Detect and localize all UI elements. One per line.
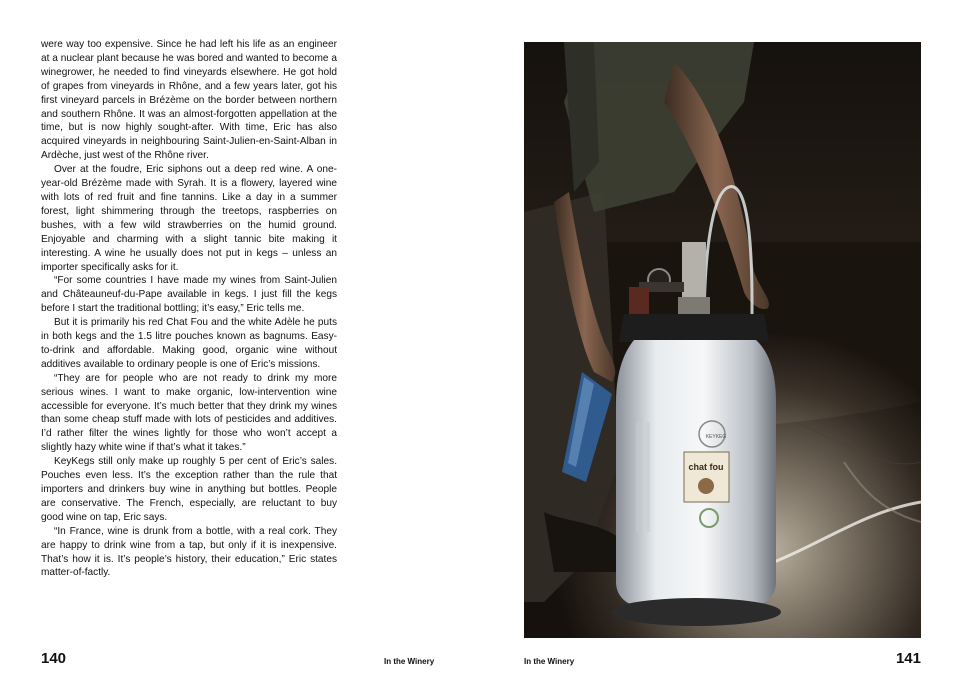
paragraph: But it is primarily his red Chat Fou and the white Adèle he puts in both kegs and the 1.5 litre pouches known as bagnums. Easy-to-drink and affordable. Making good, organic wine without additives available to ordinary people is one of Eric’s missions. <box>41 317 337 370</box>
left-page <box>0 0 481 694</box>
paragraph: were way too expensive. Since he had left his life as an engineer at a nuclear plant because he was bored and wanted to become a winegrower, he needed to find vineyards elsewhere. He got hold of grapes from vineyards in Rhône, and a few years later, got his first vineyard parcels in Brézème on the border between northern and southern Rhône. It was an almost-forgotten appellation at the time, but is now highly sought-after. With time, Eric has also acquired vineyards in neighbouring Saint-Julien-en-Saint-Alban in Ardèche, just west of the Rhône river. <box>41 39 337 162</box>
body-text <box>41 38 337 580</box>
page-number-right: 141 <box>895 650 921 667</box>
running-head-right: In the Winery <box>524 657 575 666</box>
paragraph: “They are for people who are not ready to drink my more serious wines. I want to make organic, low-intervention wine accessible for everyone. It’s much better that they drink my wines than some cheap stuff made with lots of pesticides and additives. I’d rather filter the wines lightly for those who won’t accept a slightly hazy white wine if that’s what it takes.” <box>41 372 337 454</box>
page-number-left: 140 <box>41 650 67 667</box>
paragraph: KeyKegs still only make up roughly 5 per cent of Eric’s sales. Pouches even less. It’s the exception rather than the rule that importers and drinkers buy wine in anything but bottles. People are conservative. The French, especially, are reluctant to buy good wine on tap, Eric says. <box>41 456 337 523</box>
keg-photo <box>524 42 921 638</box>
paragraph: “In France, wine is drunk from a bottle, with a real cork. They are happy to drink wine from a tap, but only if it is inexpensive. That’s how it is. It’s people’s history, their education,” Eric states matter-of-factly. <box>41 525 337 579</box>
keg-brand-text: KEYKEG <box>705 434 727 440</box>
running-head-left: In the Winery <box>384 657 435 666</box>
keg-label-text: chat fou <box>688 462 724 472</box>
paragraph: Over at the foudre, Eric siphons out a deep red wine. A one-year-old Brézème made with Syrah. It is a flowery, layered wine with lots of red fruit and fine tannins. Like a day in a summer forest, light shimmering through the treetops, raspberries on bushes, with a few wild strawberries on the humid ground. Enjoyable and charming with a slight tannic bite making it interesting. A wine he usually does not put in kegs – unless an importer specifically asks for it. <box>41 164 337 273</box>
right-page <box>481 0 963 694</box>
paragraph: “For some countries I have made my wines from Saint-Julien and Châteauneuf-du-Pape available in kegs. I just fill the kegs before I start the traditional bottling; it’s easy,” Eric tells me. <box>41 275 337 315</box>
